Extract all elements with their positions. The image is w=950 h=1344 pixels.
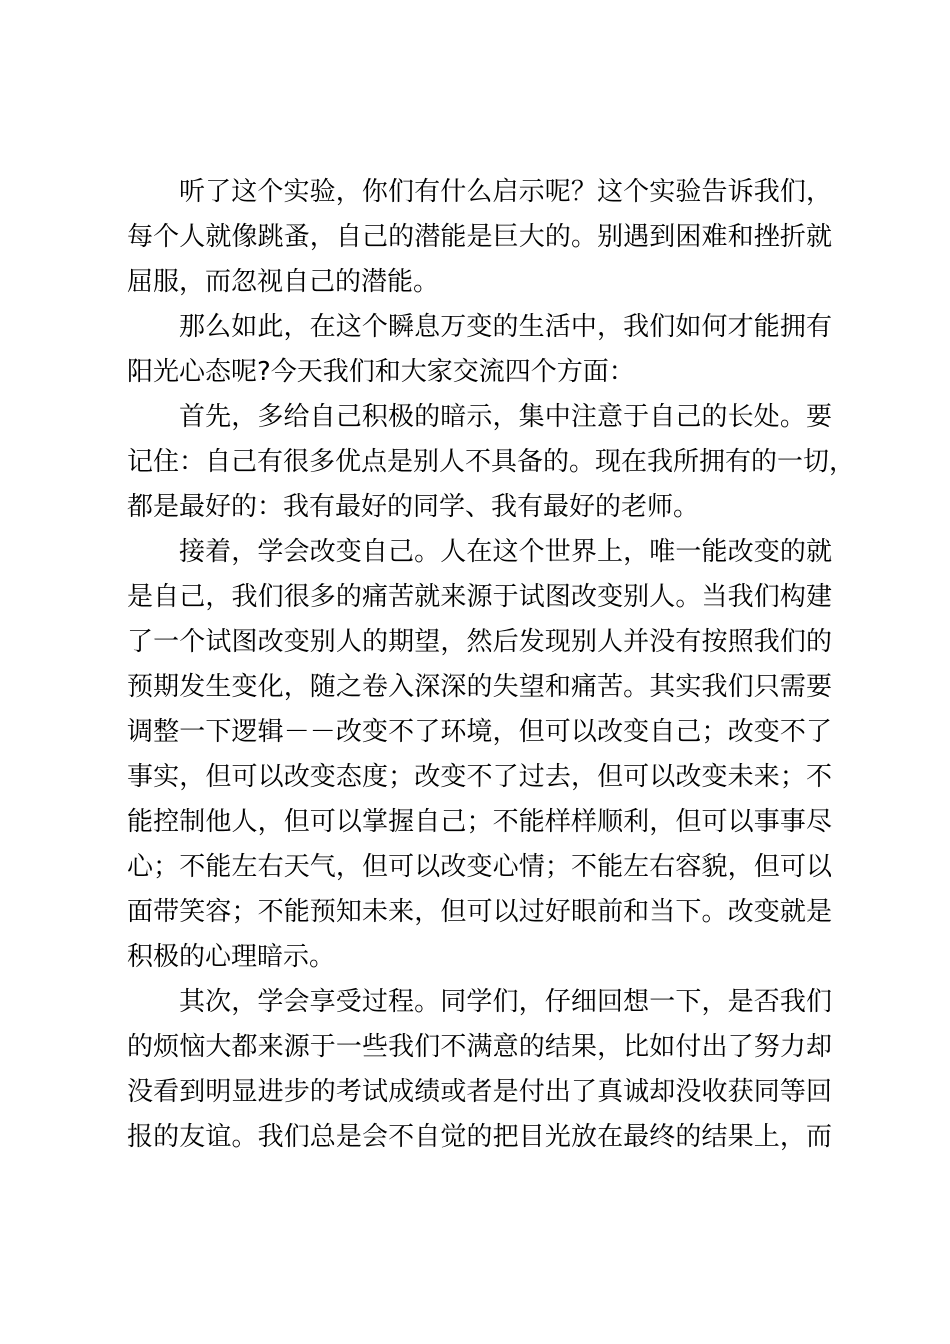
text-line: 调整一下逻辑－－改变不了环境，但可以改变自己；改变不了 <box>127 717 832 747</box>
text-line: 能控制他人，但可以掌握自己；不能样样顺利，但可以事事尽 <box>127 807 832 837</box>
text-line: 了一个试图改变别人的期望，然后发现别人并没有按照我们的 <box>127 627 832 657</box>
text-line: 屈服，而忽视自己的潜能。 <box>127 267 440 297</box>
text-line: 接着，学会改变自己。人在这个世界上，唯一能改变的就 <box>179 537 832 567</box>
paragraph-positive-suggestion <box>127 395 856 530</box>
text-line: 事实，但可以改变态度；改变不了过去，但可以改变未来；不 <box>127 762 832 792</box>
text-line: 没看到明显进步的考试成绩或者是付出了真诚却没收获同等回 <box>127 1077 832 1107</box>
text-line: 报的友谊。我们总是会不自觉的把目光放在最终的结果上，而 <box>127 1122 832 1152</box>
text-line: 心；不能左右天气，但可以改变心情；不能左右容貌，但可以 <box>127 852 832 882</box>
paragraph-sunny-mindset-intro <box>127 305 832 395</box>
paragraph-enjoy-process <box>127 980 832 1160</box>
text-line: 其次，学会享受过程。同学们，仔细回想一下，是否我们 <box>179 987 832 1017</box>
text-line: 积极的心理暗示。 <box>127 942 336 972</box>
text-line: 听了这个实验，你们有什么启示呢？这个实验告诉我们， <box>179 177 832 207</box>
text-line: 阳光心态呢?今天我们和大家交流四个方面： <box>127 357 635 387</box>
text-line: 预期发生变化，随之卷入深深的失望和痛苦。其实我们只需要 <box>127 672 832 702</box>
paragraph-experiment-lesson <box>127 170 832 305</box>
text-line: 的烦恼大都来源于一些我们不满意的结果，比如付出了努力却 <box>127 1032 832 1062</box>
body-text <box>127 170 856 1160</box>
paragraph-change-yourself <box>127 530 832 980</box>
text-line: 每个人就像跳蚤，自己的潜能是巨大的。别遇到困难和挫折就 <box>127 222 832 252</box>
text-line: 都是最好的：我有最好的同学、我有最好的老师。 <box>127 492 700 522</box>
text-line: 是自己，我们很多的痛苦就来源于试图改变别人。当我们构建 <box>127 582 832 612</box>
text-line: 首先，多给自己积极的暗示，集中注意于自己的长处。要 <box>179 402 832 432</box>
text-line: 记住：自己有很多优点是别人不具备的。现在我所拥有的一切， <box>127 447 856 477</box>
text-line: 那么如此，在这个瞬息万变的生活中，我们如何才能拥有 <box>179 312 832 342</box>
text-line: 面带笑容；不能预知未来，但可以过好眼前和当下。改变就是 <box>127 897 832 927</box>
